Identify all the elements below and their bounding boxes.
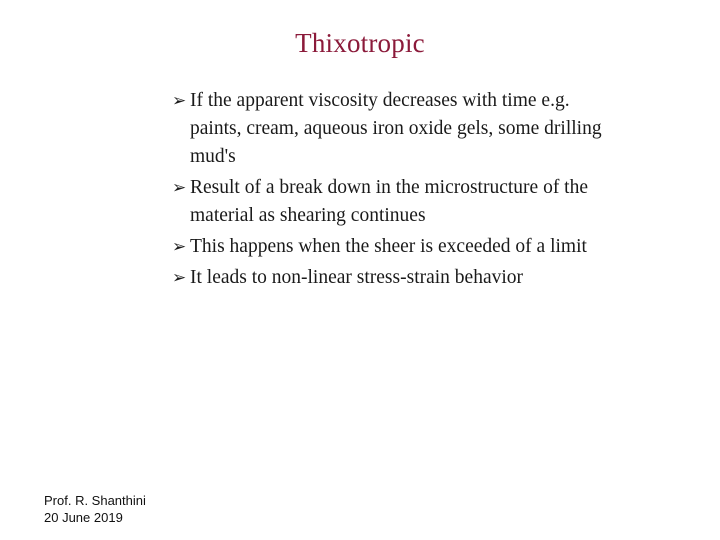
- bullet-item: [172, 264, 612, 292]
- arrow-bullet-icon: ➢: [172, 178, 187, 197]
- bullet-item: [172, 87, 612, 171]
- bullet-text: If the apparent viscosity decreases with time e.g. paints, cream, aqueous iron oxide gels, some drilling mud's: [190, 90, 602, 167]
- arrow-bullet-icon: ➢: [172, 237, 187, 256]
- bullet-text: This happens when the sheer is exceeded of a limit: [190, 236, 587, 257]
- slide-footer: [44, 492, 146, 526]
- arrow-bullet-icon: ➢: [172, 268, 187, 287]
- bullet-item: [172, 174, 612, 230]
- arrow-bullet-icon: ➢: [172, 91, 187, 110]
- bullet-text: It leads to non-linear stress-strain behavior: [190, 267, 524, 288]
- slide-title: Thixotropic: [295, 28, 425, 58]
- footer-date: 20 June 2019: [44, 510, 123, 525]
- footer-author: Prof. R. Shanthini: [44, 493, 146, 508]
- bullet-list: [172, 87, 612, 295]
- bullet-item: [172, 233, 612, 261]
- bullet-text: Result of a break down in the microstructure of the material as shearing continues: [190, 177, 589, 226]
